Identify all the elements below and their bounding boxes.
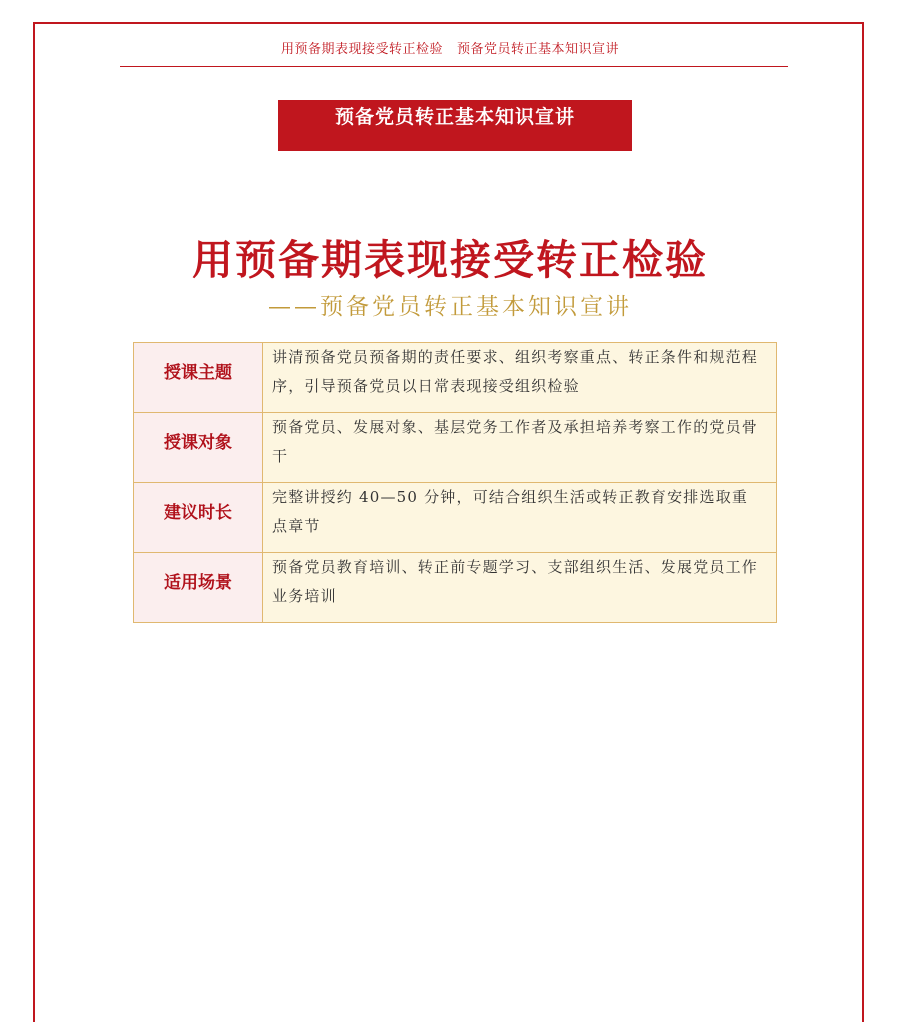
row-value: 预备党员、发展对象、基层党务工作者及承担培养考察工作的党员骨干 xyxy=(263,413,777,483)
row-label: 授课对象 xyxy=(134,413,263,483)
header-divider xyxy=(120,66,788,67)
running-header-right: 预备党员转正基本知识宣讲 xyxy=(457,42,620,57)
running-header xyxy=(0,38,900,57)
row-value: 预备党员教育培训、转正前专题学习、支部组织生活、发展党员工作业务培训 xyxy=(263,553,777,623)
row-label: 适用场景 xyxy=(134,553,263,623)
running-header-left: 用预备期表现接受转正检验 xyxy=(280,42,443,57)
course-info-table xyxy=(133,342,777,623)
table-row xyxy=(134,343,777,413)
table-row xyxy=(134,413,777,483)
table-row xyxy=(134,553,777,623)
document-subtitle: ——预备党员转正基本知识宣讲 xyxy=(268,294,632,320)
row-value: 讲清预备党员预备期的责任要求、组织考察重点、转正条件和规范程序，引导预备党员以日常表现接受组织检验 xyxy=(263,343,777,413)
section-banner: 预备党员转正基本知识宣讲 xyxy=(278,100,632,151)
document-title: 用预备期表现接受转正检验 xyxy=(192,236,708,284)
table-row xyxy=(134,483,777,553)
row-value: 完整讲授约 40—50 分钟，可结合组织生活或转正教育安排选取重点章节 xyxy=(263,483,777,553)
row-label: 建议时长 xyxy=(134,483,263,553)
row-label: 授课主题 xyxy=(134,343,263,413)
